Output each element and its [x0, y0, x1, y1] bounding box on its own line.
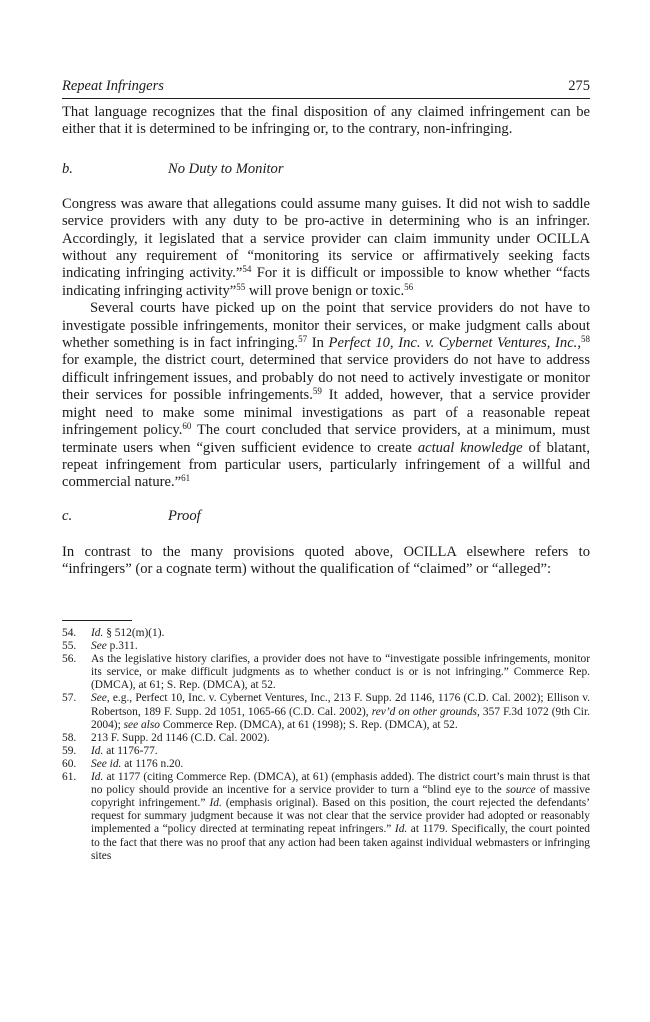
footnote-text	[91, 771, 590, 863]
italic-run: Id.	[91, 744, 104, 757]
running-head	[62, 78, 590, 99]
footnote-ref-59[interactable]: 59	[312, 386, 322, 397]
paragraph-2	[62, 196, 590, 300]
footnote-60	[62, 758, 590, 771]
text-run: Commerce Rep. (DMCA), at 61 (1998); S. Rep. (DMCA), at 52.	[159, 718, 458, 731]
emphasis: actual knowledge	[417, 439, 523, 456]
footnote-text: As the legislative history clarifies, a provider does not have to “investigate possible infringements, monitor its service, or make difficult judgments as to whether conduct is or is not infringing.” Commerce Rep. (DMCA), at 61; S. Rep. (DMCA), at 52.	[91, 653, 590, 692]
footnote-number: 56.	[62, 653, 77, 666]
section-title: No Duty to Monitor	[168, 160, 284, 177]
text-run: at 1179. Specifically, the court pointed to the fact that there was no proof that any action had been taken against individual webmasters or infringing sites	[91, 823, 590, 862]
text-run: , 357 F.3d 1072 (9th Cir. 2004);	[91, 705, 590, 731]
footnote-55	[62, 640, 590, 653]
footnote-text	[91, 758, 590, 771]
page-body	[62, 78, 590, 579]
italic-run: Id.	[91, 771, 104, 784]
footnote-number: 61.	[62, 771, 77, 784]
italic-run: source	[505, 784, 536, 797]
footnote-ref-56[interactable]: 56	[404, 281, 414, 292]
text-run: at 1176 n.20.	[121, 757, 184, 770]
italic-run: See id.	[91, 757, 122, 770]
italic-run: Id.	[209, 797, 222, 810]
case-name: Perfect 10, Inc. v. Cybernet Ventures, Inc.	[328, 335, 578, 352]
text-run: of blatant, repeat infringement from particular users, particularly infringement of a willful and commercial nature.”	[62, 439, 590, 491]
italic-run: Id.	[394, 823, 408, 836]
paragraph-1: That language recognizes that the final disposition of any claimed infringement can be either that it is determined to be infringing or, to the contrary, non-infringing.	[62, 104, 590, 138]
text-run: Several courts have picked up on the point that service providers do not have to investigate possible infringements, monitor their services, or make judgment calls about whether something is in fact infringing.	[62, 300, 590, 352]
footnote-58	[62, 732, 590, 745]
text-run: It added, however, that a service provider might need to make some minimal investigations as part of a reasonable repeat infringement policy.	[62, 387, 590, 439]
text-run: Congress was aware that allegations could assume many guises. It did not wish to saddle service providers with any duty to be pro-active in determining who is an infringer. Accordingly, it legislated that a service provider can claim immunity under OCILLA without any requirement of “monitoring its service or affirmatively seeking facts indicating infringing activity.”	[62, 195, 590, 282]
footnote-number: 59.	[62, 744, 77, 757]
footnote-ref-61[interactable]: 61	[181, 473, 191, 484]
text-run: at 1176-77.	[103, 744, 158, 757]
text-run: will prove benign or toxic.	[245, 282, 405, 299]
footnote-text	[91, 745, 590, 758]
footnote-56	[62, 653, 590, 692]
page-number: 275	[568, 78, 590, 94]
footnote-text	[91, 692, 590, 731]
footnote-ref-54[interactable]: 54	[242, 264, 252, 275]
text-run: p.311.	[106, 640, 138, 653]
text-run: ,	[577, 335, 581, 352]
text-run: § 512(m)(1).	[103, 627, 165, 639]
section-heading-c	[62, 508, 590, 526]
footnote-ref-60[interactable]: 60	[182, 421, 192, 432]
footnote-text	[91, 640, 590, 653]
paragraph-4: In contrast to the many provisions quoted above, OCILLA elsewhere refers to “infringers” (or a cognate term) without the qualification of “claimed” or “alleged”:	[62, 543, 590, 578]
footnote-text: 213 F. Supp. 2d 1146 (C.D. Cal. 2002).	[91, 731, 270, 744]
text-run: at 1177 (citing Commerce Rep. (DMCA), at 61) (emphasis added). The district court’s main thrust is that no policy should provide an incentive for a service provider to turn a “blind eye to the	[91, 771, 590, 797]
text-run: For it is difficult or impossible to know whether “facts indicating infringing activity”	[62, 265, 590, 299]
running-head-title: Repeat Infringers	[62, 78, 164, 94]
italic-run: see also	[123, 718, 160, 731]
footnote-rule	[62, 620, 132, 621]
text-run: of massive copyright infringement.”	[91, 784, 590, 810]
footnote-number: 54.	[62, 627, 77, 639]
text-run: , e.g., Perfect 10, Inc. v. Cybernet Ventures, Inc., 213 F. Supp. 2d 1146, 1176 (C.D. Cal. 2002); Ellison v. Robertson, 189 F. Supp. 2d 1051, 1065-66 (C.D. Cal. 2002),	[91, 692, 590, 718]
footnote-57	[62, 692, 590, 731]
italic-run: See	[91, 692, 107, 705]
section-heading-b	[62, 161, 590, 179]
footnotes	[62, 627, 590, 863]
footnote-number: 60.	[62, 757, 77, 770]
text-run: The court concluded that service providers, at a minimum, must terminate users when “given sufficient evidence to create	[62, 422, 590, 456]
footnote-number: 57.	[62, 692, 77, 705]
footnote-number: 58.	[62, 731, 77, 744]
section-letter: b.	[62, 160, 73, 177]
footnote-59	[62, 745, 590, 758]
paragraph-3	[62, 300, 590, 491]
footnote-61	[62, 771, 590, 863]
section-title: Proof	[168, 507, 201, 524]
text-run: for example, the district court, determined that service providers do not have to address difficult infringement issues, and probably do not need to actively investigate or monitor their services for possible infringements.	[62, 352, 590, 404]
italic-run: See	[91, 640, 107, 653]
text-run: In	[307, 335, 329, 352]
footnote-ref-55[interactable]: 55	[236, 281, 246, 292]
footnote-ref-58[interactable]: 58	[581, 334, 590, 345]
italic-run: Id.	[91, 627, 104, 639]
text-run: (emphasis original). Based on this position, the court rejected the defendants’ request for summary judgment because it was not clear that the service provider had adopted or reasonably implemented a “policy directed at terminating repeat infringers.”	[91, 797, 590, 836]
section-letter: c.	[62, 507, 73, 524]
italic-run: rev’d on other grounds	[371, 705, 477, 718]
footnote-number: 55.	[62, 640, 77, 653]
footnote-54	[62, 627, 590, 640]
footnote-ref-57[interactable]: 57	[298, 334, 308, 345]
footnote-text	[91, 627, 590, 640]
